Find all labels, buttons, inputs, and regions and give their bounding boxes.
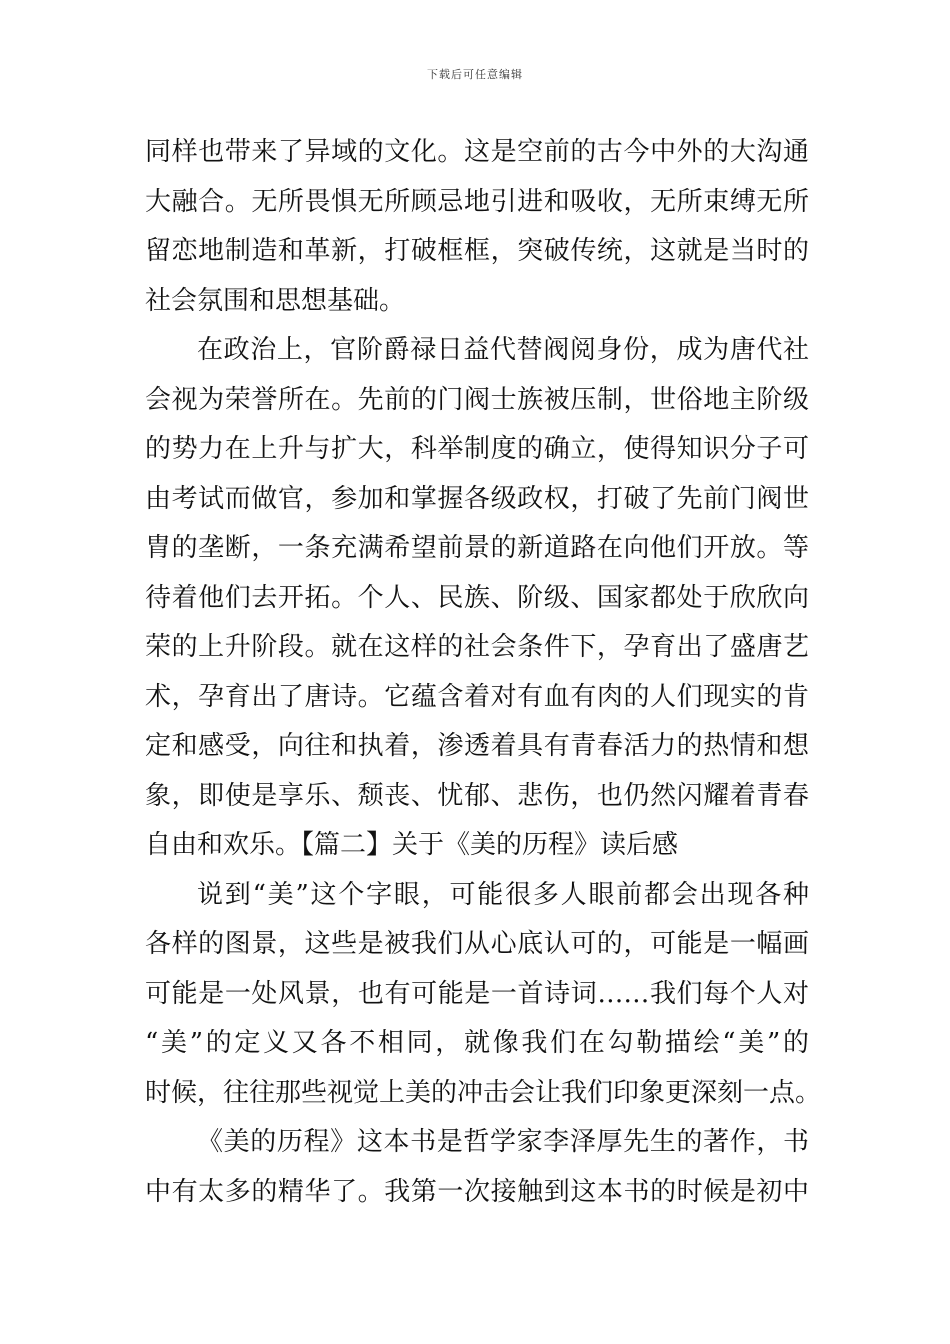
text-line: 可能是一处风景，也有可能是一首诗词……我们每个人对 bbox=[145, 978, 809, 1009]
text-line: 术，孕育出了唐诗。它蕴含着对有血有肉的人们现实的肯 bbox=[145, 681, 809, 712]
text-line: 会视为荣誉所在。先前的门阀士族被压制，世俗地主阶级 bbox=[145, 384, 809, 415]
text-line: 胄的垄断，一条充满希望前景的新道路在向他们开放。等 bbox=[145, 533, 809, 563]
text-line: 定和感受，向往和执着，渗透着具有青春活力的热情和想 bbox=[145, 731, 809, 761]
text-line: 荣的上升阶段。就在这样的社会条件下，孕育出了盛唐艺 bbox=[145, 632, 809, 662]
text-line: 自由和欢乐。【篇二】关于《美的历程》读后感 bbox=[145, 830, 679, 860]
text-line: 《美的历程》这本书是哲学家李泽厚先生的著作，书 bbox=[197, 1127, 809, 1157]
text-line: “美”的定义又各不相同，就像我们在勾勒描绘“美”的 bbox=[145, 1028, 809, 1058]
text-line: 各样的图景，这些是被我们从心底认可的，可能是一幅画 bbox=[145, 929, 809, 959]
text-line: 象，即使是享乐、颓丧、忧郁、悲伤，也仍然闪耀着青春 bbox=[145, 780, 809, 811]
text-line: 同样也带来了异域的文化。这是空前的古今中外的大沟通 bbox=[145, 137, 809, 167]
text-line: 时候，往往那些视觉上美的冲击会让我们印象更深刻一点。 bbox=[145, 1077, 822, 1108]
text-line: 中有太多的精华了。我第一次接触到这本书的时候是初中 bbox=[145, 1176, 809, 1207]
text-line: 在政治上，官阶爵禄日益代替阀阅身份，成为唐代社 bbox=[197, 335, 809, 365]
text-line: 待着他们去开拓。个人、民族、阶级、国家都处于欣欣向 bbox=[145, 582, 809, 613]
page-header: 下载后可任意编辑 bbox=[427, 68, 523, 81]
text-line: 说到“美”这个字眼，可能很多人眼前都会出现各种 bbox=[197, 879, 809, 910]
text-line: 留恋地制造和革新，打破框框，突破传统，这就是当时的 bbox=[145, 236, 809, 266]
text-line: 大融合。无所畏惧无所顾忌地引进和吸收，无所束缚无所 bbox=[145, 186, 809, 217]
document-body bbox=[145, 128, 822, 1217]
text-line: 的势力在上升与扩大，科举制度的确立，使得知识分子可 bbox=[145, 434, 809, 464]
text-line: 社会氛围和思想基础。 bbox=[145, 285, 406, 316]
text-line: 由考试而做官，参加和掌握各级政权，打破了先前门阀世 bbox=[145, 483, 809, 514]
